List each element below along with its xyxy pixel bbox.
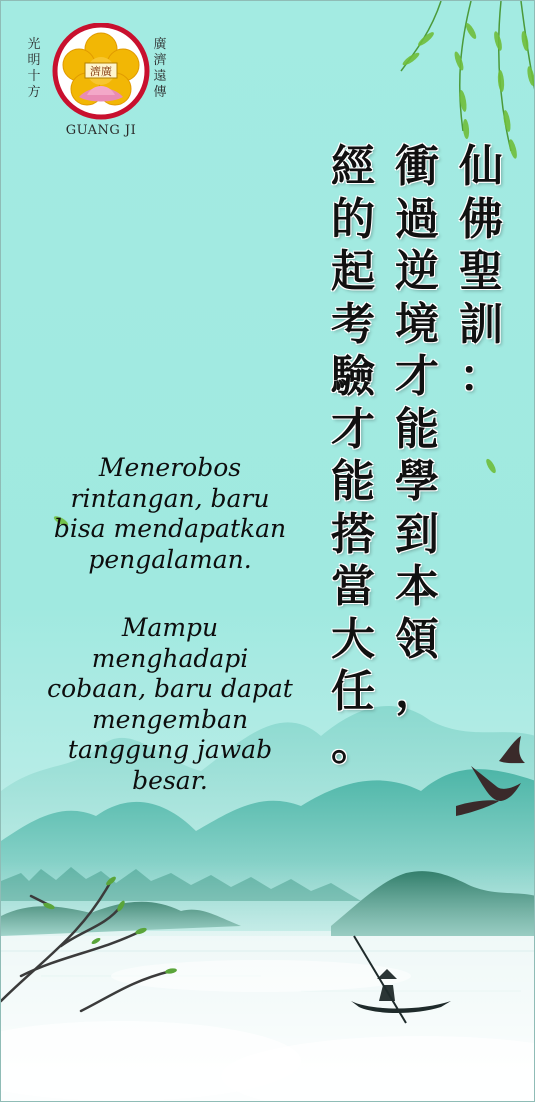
logo-name: GUANG JI [65,123,137,138]
lotus-seal-icon [49,23,153,123]
chinese-column-1: 仙 佛 聖 訓 ： [459,141,503,402]
chinese-column-2: 衝 過 逆 境 才 能 學 到 本 領 ， [395,141,439,717]
guang-ji-logo [21,21,181,146]
chinese-column-3: 經 的 起 考 驗 才 能 搭 當 大 任 。 [331,141,375,770]
logo-seal-text: 濟廣 [90,65,112,78]
indonesian-paragraph-1: Menerobos rintangan, baru bisa mendapatkan pengalaman. [53,453,287,574]
logo-right-motto: 廣 濟 遠 傳 [153,37,167,100]
logo-left-motto: 光 明 十 方 [27,37,41,100]
indonesian-paragraph-2: Mampu menghadapi cobaan, baru dapat mengemban tanggung jawab besar. [47,613,293,795]
